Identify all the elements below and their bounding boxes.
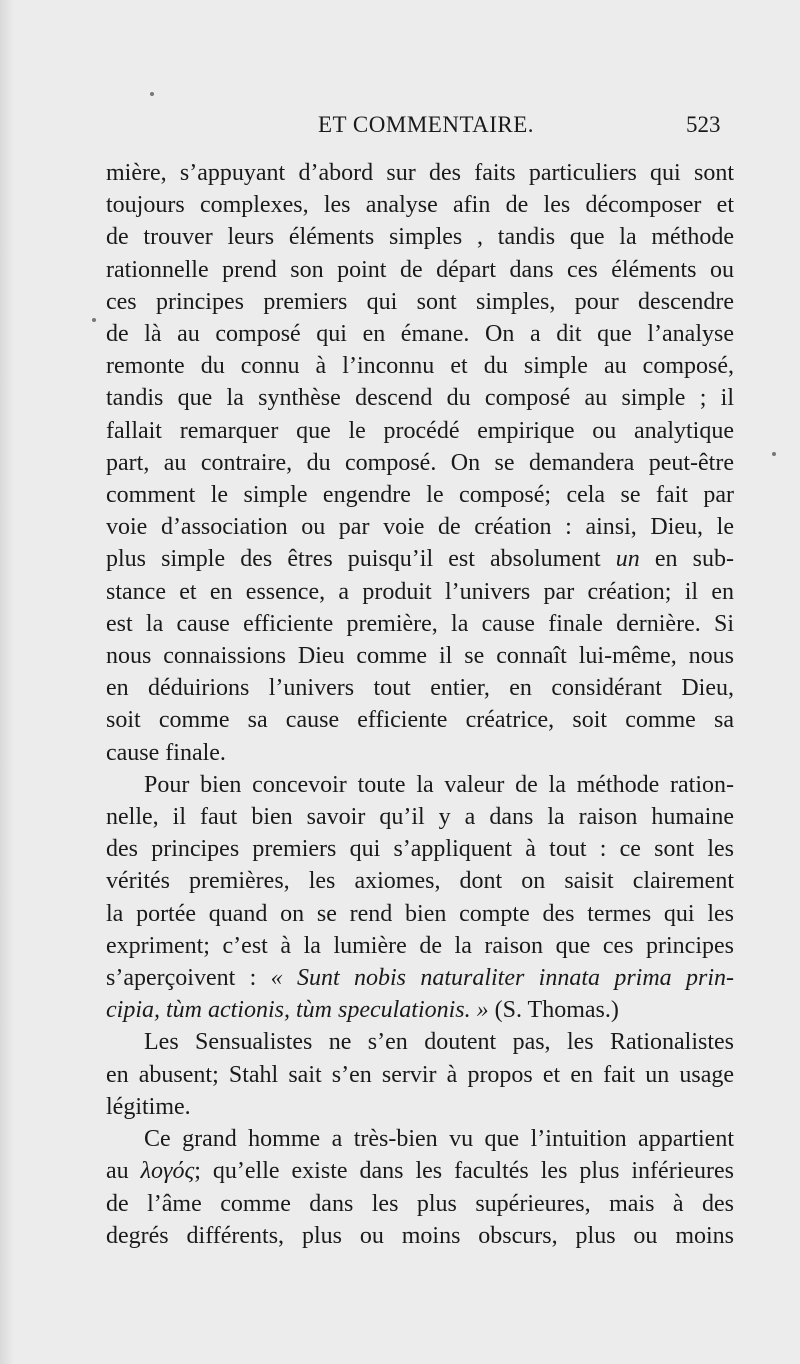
text-line: nelle, il faut bien savoir qu’il y a dans la raison humaine <box>106 804 734 831</box>
greek-word: λογός <box>140 1158 195 1185</box>
text-line: part, au contraire, du composé. On se demandera peut-être <box>106 449 734 476</box>
text-line <box>106 962 734 994</box>
page-header <box>0 112 800 146</box>
paragraph-end-line: légitime. <box>106 1093 191 1120</box>
text-line: rationnelle prend son point de départ dans ces éléments ou <box>106 256 734 283</box>
citation: (S. Thomas.) <box>494 997 619 1024</box>
text-segment: en sub- <box>654 546 735 573</box>
page-edge-shadow <box>0 0 14 1364</box>
ink-speck <box>772 452 776 456</box>
text-line: tandis que la synthèse descend du composé au simple ; il <box>106 385 734 412</box>
latin-quote: cipia, tùm actionis, tùm speculationis. » <box>106 997 489 1024</box>
text-line: de là au composé qui en émane. On a dit que l’analyse <box>106 321 734 348</box>
text-line: fallait remarquer que le procédé empirique ou analytique <box>106 417 734 444</box>
text-line: degrés différents, plus ou moins obscurs, plus ou moins <box>106 1222 734 1249</box>
text-segment: ; qu’elle existe dans les facultés les plus inférieures <box>194 1158 735 1185</box>
text-segment: plus simple des êtres puisqu’il est absolument <box>106 546 601 573</box>
text-line <box>106 543 734 575</box>
text-line: de l’âme comme dans les plus supérieures, mais à des <box>106 1190 734 1217</box>
running-title: ET COMMENTAIRE. <box>318 112 535 137</box>
text-line: comment le simple engendre le composé; cela se fait par <box>106 482 734 509</box>
text-line: nous connaissions Dieu comme il se connaît lui-même, nous <box>106 643 734 670</box>
text-line: de trouver leurs éléments simples , tandis que la méthode <box>106 224 734 251</box>
text-line: remonte du connu à l’inconnu et du simple au composé, <box>106 353 734 380</box>
paragraph-end-line: cause finale. <box>106 739 226 766</box>
text-line: expriment; c’est à la lumière de la raison que ces principes <box>106 932 734 959</box>
text-line: soit comme sa cause efficiente créatrice, soit comme sa <box>106 707 734 734</box>
text-line: mière, s’appuyant d’abord sur des faits particuliers qui sont <box>106 160 734 186</box>
text-line <box>106 1155 734 1187</box>
text-segment: au <box>106 1158 129 1185</box>
text-line: en abusent; Stahl sait s’en servir à propos et en fait un usage <box>106 1061 734 1088</box>
page-number: 523 <box>686 112 721 137</box>
italic-word: un <box>615 546 640 573</box>
text-line: voie d’association ou par voie de création : ainsi, Dieu, le <box>106 514 734 541</box>
text-line: des principes premiers qui s’appliquent à tout : ce sont les <box>106 836 734 863</box>
ink-speck <box>150 92 154 96</box>
text-line: la portée quand on se rend bien compte des termes qui les <box>106 900 734 927</box>
paragraph-start-line: Les Sensualistes ne s’en doutent pas, les Rationalistes <box>144 1029 734 1056</box>
paragraph-end-line <box>106 994 734 1026</box>
text-line: ces principes premiers qui sont simples, pour descendre <box>106 288 734 315</box>
text-line: vérités premières, les axiomes, dont on saisit clairement <box>106 868 734 895</box>
text-line: toujours complexes, les analyse afin de les décomposer et <box>106 192 734 219</box>
text-line: en déduirions l’univers tout entier, en considérant Dieu, <box>106 675 734 702</box>
text-segment: s’aperçoivent : <box>106 965 257 992</box>
body-text <box>106 157 734 1252</box>
text-line: est la cause efficiente première, la cause finale dernière. Si <box>106 610 734 637</box>
paragraph-start-line: Pour bien concevoir toute la valeur de la méthode ration- <box>144 771 734 798</box>
paragraph-start-line: Ce grand homme a très-bien vu que l’intuition appartient <box>144 1126 734 1153</box>
latin-quote: « Sunt nobis naturaliter innata prima prin- <box>270 965 735 992</box>
ink-speck <box>92 318 96 322</box>
text-line: stance et en essence, a produit l’univers par création; il en <box>106 578 734 605</box>
